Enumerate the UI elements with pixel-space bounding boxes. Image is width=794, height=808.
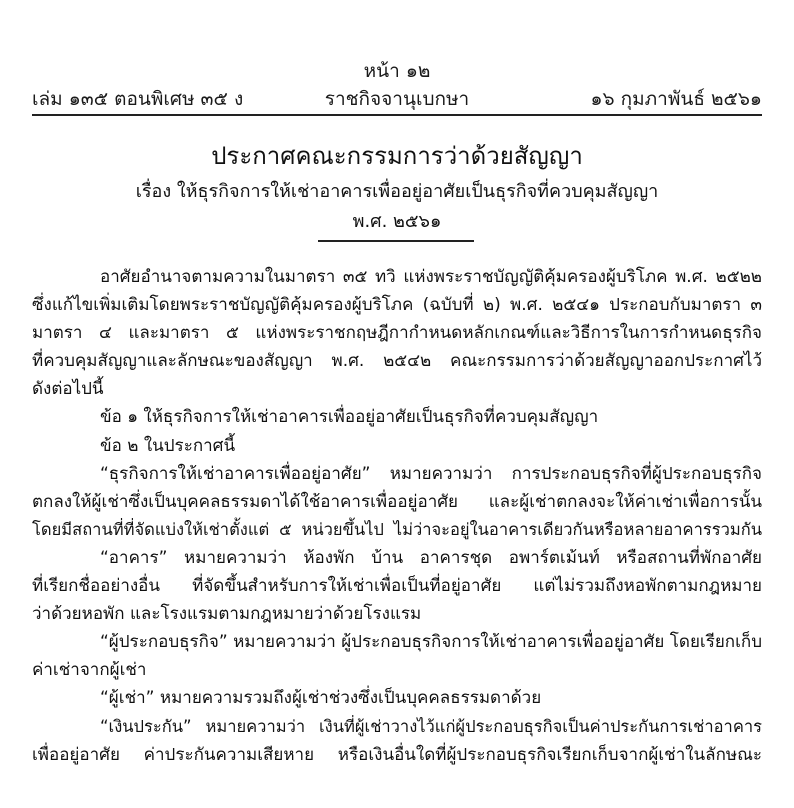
gazette-name: ราชกิจจานุเบกษา bbox=[324, 88, 470, 110]
volume-info: เล่ม ๑๓๕ ตอนพิเศษ ๓๕ ง bbox=[32, 88, 244, 110]
definition-line: โดยมีสถานที่ที่จัดแบ่งให้เช่าตั้งแต่ ๕ หน่วยขึ้นไป ไม่ว่าจะอยู่ในอาคารเดียวกันหรือหลายอาคารรวมกัน bbox=[32, 519, 762, 539]
definition-line: “เงินประกัน” หมายความว่า เงินที่ผู้เช่าวางไว้แก่ผู้ประกอบธุรกิจเป็นค่าประกันการเช่าอาคาร bbox=[100, 716, 762, 736]
body-line: มาตรา ๔ และมาตรา ๕ แห่งพระราชกฤษฎีกากำหนดหลักเกณฑ์และวิธีการในการกำหนดธุรกิจ bbox=[32, 323, 762, 344]
publication-date: ๑๖ กุมภาพันธ์ ๒๕๖๑ bbox=[590, 88, 762, 110]
definition-line: “ผู้เช่า” หมายความรวมถึงผู้เช่าช่วงซึ่งเป็นบุคคลธรรมดาด้วย bbox=[100, 688, 542, 709]
announcement-year: พ.ศ. ๒๕๖๑ bbox=[352, 211, 442, 232]
title-divider bbox=[318, 240, 474, 242]
header-divider bbox=[32, 114, 762, 116]
clause-1: ข้อ ๑ ให้ธุรกิจการให้เช่าอาคารเพื่ออยู่อาศัยเป็นธุรกิจที่ควบคุมสัญญา bbox=[100, 407, 599, 428]
definition-line: ตกลงให้ผู้เช่าซึ่งเป็นบุคคลธรรมดาได้ใช้อาคารเพื่ออยู่อาศัย และผู้เช่าตกลงจะให้ค่าเช่าเพื่อการนั้น bbox=[32, 491, 762, 512]
announcement-title: ประกาศคณะกรรมการว่าด้วยสัญญา bbox=[211, 142, 583, 170]
body-line: ดังต่อไปนี้ bbox=[32, 379, 104, 400]
body-line: อาศัยอำนาจตามความในมาตรา ๓๕ ทวิ แห่งพระราชบัญญัติคุ้มครองผู้บริโภค พ.ศ. ๒๕๒๒ bbox=[100, 267, 762, 287]
document-body bbox=[32, 263, 762, 769]
body-line: ที่ควบคุมสัญญาและลักษณะของสัญญา พ.ศ. ๒๕๔๒ คณะกรรมการว่าด้วยสัญญาออกประกาศไว้ bbox=[32, 351, 762, 372]
definition-line: “ธุรกิจการให้เช่าอาคารเพื่ออยู่อาศัย” หมายความว่า การประกอบธุรกิจที่ผู้ประกอบธุรกิจ bbox=[100, 463, 762, 484]
page-number: หน้า ๑๒ bbox=[363, 60, 431, 82]
definition-line: ที่เรียกชื่ออย่างอื่น ที่จัดขึ้นสำหรับการให้เช่าเพื่อเป็นที่อยู่อาศัย แต่ไม่รวมถึงหอพักตามกฎหมาย bbox=[32, 576, 762, 597]
definition-line: ค่าเช่าจากผู้เช่า bbox=[32, 660, 147, 681]
definition-line: ว่าด้วยหอพัก และโรงแรมตามกฎหมายว่าด้วยโรงแรม bbox=[32, 604, 422, 625]
body-line: ซึ่งแก้ไขเพิ่มเติมโดยพระราชบัญญัติคุ้มครองผู้บริโภค (ฉบับที่ ๒) พ.ศ. ๒๕๔๑ ประกอบกับมาตรา ๓ bbox=[32, 295, 762, 316]
gazette-header bbox=[32, 84, 762, 110]
definition-line: “ผู้ประกอบธุรกิจ” หมายความว่า ผู้ประกอบธุรกิจการให้เช่าอาคารเพื่ออยู่อาศัย โดยเรียกเก็บ bbox=[100, 632, 762, 653]
definition-line: เพื่ออยู่อาศัย ค่าประกันความเสียหาย หรือเงินอื่นใดที่ผู้ประกอบธุรกิจเรียกเก็บจากผู้เช่าในลักษณะ bbox=[32, 744, 762, 765]
clause-2: ข้อ ๒ ในประกาศนี้ bbox=[100, 435, 236, 456]
definition-line: “อาคาร” หมายความว่า ห้องพัก บ้าน อาคารชุด อพาร์ตเม้นท์ หรือสถานที่พักอาศัย bbox=[100, 547, 762, 568]
announcement-subject: เรื่อง ให้ธุรกิจการให้เช่าอาคารเพื่ออยู่อาศัยเป็นธุรกิจที่ควบคุมสัญญา bbox=[135, 181, 659, 202]
